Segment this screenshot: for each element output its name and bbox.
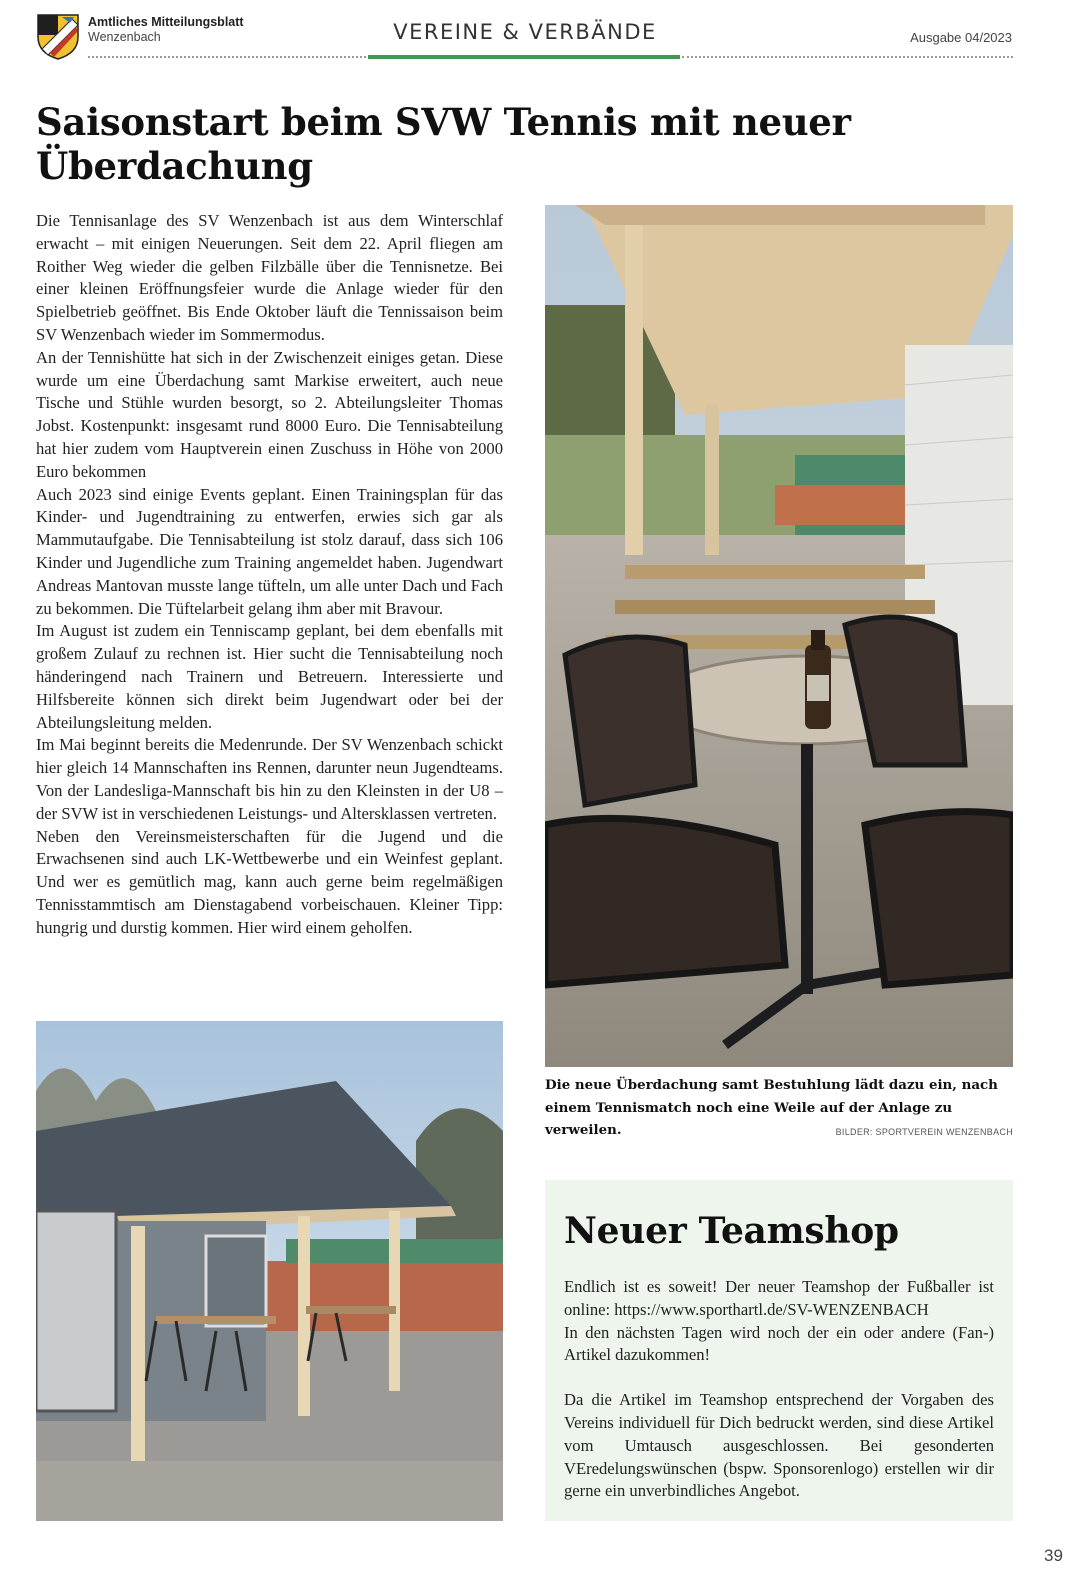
photo-caption: Die neue Überdachung samt Bestuhlung lädt dazu ein, nach einem Tennismatch noch eine Weile auf der Anlage zu verweilen. — [545, 1077, 998, 1139]
issue-number: Ausgabe 04/2023 — [910, 30, 1012, 45]
coat-of-arms-icon — [36, 13, 80, 61]
article-headline: Saisonstart beim SVW Tennis mit neuer Überdachung — [36, 100, 851, 188]
terrace-photo — [545, 205, 1013, 1067]
publication-subtitle: Wenzenbach — [88, 30, 161, 44]
article-paragraph: Auch 2023 sind einige Events geplant. Einen Trainingsplan für das Kinder- und Jugendtraining zu entwerfen, erwies sich gar als Mammutaufgabe. Die Tennisabteilung ist stolz darauf, dass sich 106 Kinder und Jugendliche zum Training angemeldet haben. Jugendwart Andreas Mantovan musste lange tüfteln, um alle unter Dach und Fach zu bekommen. Die Tüftelarbeit gelang ihm aber mit Bravour. — [36, 484, 503, 618]
article-paragraph: An der Tennishütte hat sich in der Zwischenzeit einiges getan. Diese wurde um eine Überdachung samt Markise erweitert, auch neue Tische und Stühle wurden besorgt, so 2. Abteilungsleiter Thomas Jobst. Kostenpunkt: insgesamt rund 8000 Euro. Die Tennisabteilung hat hier zudem vom Hauptverein einen Zuschuss in Höhe von 2000 Euro bekommen — [36, 347, 503, 481]
article-body — [36, 210, 503, 940]
page-number: 39 — [1044, 1546, 1063, 1565]
article-paragraph: Die Tennisanlage des SV Wenzenbach ist aus dem Winterschlaf erwacht – mit einigen Neuerungen. Seit dem 22. April fliegen am Roither Weg wieder die gelben Filzbälle über die Tennisnetze. Bei einer kleinen Eröffnungsfeier wurde die Anlage wieder für den Spielbetrieb geöffnet. Bis Ende Oktober läuft die Tennissaison beim SV Wenzenbach wieder im Sommermodus. — [36, 211, 503, 344]
header-rule-right — [682, 56, 1013, 58]
teamshop-paragraph: Endlich ist es soweit! Der neuer Teamshop der Fußballer ist online: https://www.sporthartl.de/SV-WENZENBACH — [564, 1277, 994, 1319]
article-paragraph: Neben den Vereinsmeisterschaften für die Jugend und die Erwachsenen sind auch LK-Wettbewerbe und ein Weinfest geplant. Und wer es gemütlich mag, kann auch gerne beim regelmäßigen Tennisstammtisch am Dienstagabend vorbeischauen. Kleiner Tipp: hungrig und durstig kommen. Hier wird einem geholfen. — [36, 826, 503, 937]
tennis-hut-photo — [36, 1021, 503, 1521]
article-paragraph: Im Mai beginnt bereits die Medenrunde. Der SV Wenzenbach schickt hier gleich 14 Mannschaften ins Rennen, darunter neun Jugendteams. Von der Landesliga-Mannschaft bis hin zu den Kleinsten in der U8 – der SVW ist in verschiedenen Leistungs- und Altersklassen vertreten. — [36, 735, 503, 823]
teamshop-box — [545, 1180, 1013, 1521]
header-rule-accent — [368, 55, 680, 59]
header-rule-left — [88, 56, 366, 58]
section-title: VEREINE & VERBÄNDE — [393, 20, 657, 44]
article-paragraph: Im August ist zudem ein Tenniscamp geplant, bei dem ebenfalls mit großem Zulauf zu rechnen ist. Hier sucht die Tennisabteilung noch händeringend nach Trainern und Betreuern. Interessierte und Hilfsbereite können sich direkt beim Jugendwart oder bei der Abteilungsleitung melden. — [36, 621, 503, 732]
publication-title: Amtliches Mitteilungsblatt — [88, 15, 244, 29]
teamshop-paragraph: Da die Artikel im Teamshop entsprechend der Vorgaben des Vereins individuell für Dich bedruckt werden, sind diese Artikel vom Umtausch ausgeschlossen. Bei gesonderten VEredelungswünschen (bspw. Sponsorenlogo) erstellen wir dir gerne ein unverbindliches Angebot. — [564, 1390, 994, 1501]
teamshop-title: Neuer Teamshop — [564, 1210, 899, 1252]
page-header — [0, 0, 1067, 70]
teamshop-body — [564, 1276, 994, 1503]
teamshop-paragraph: In den nächsten Tagen wird noch der ein oder andere (Fan-) Artikel dazukommen! — [564, 1322, 994, 1365]
photo-credit: BILDER: SPORTVEREIN WENZENBACH — [835, 1127, 1013, 1137]
